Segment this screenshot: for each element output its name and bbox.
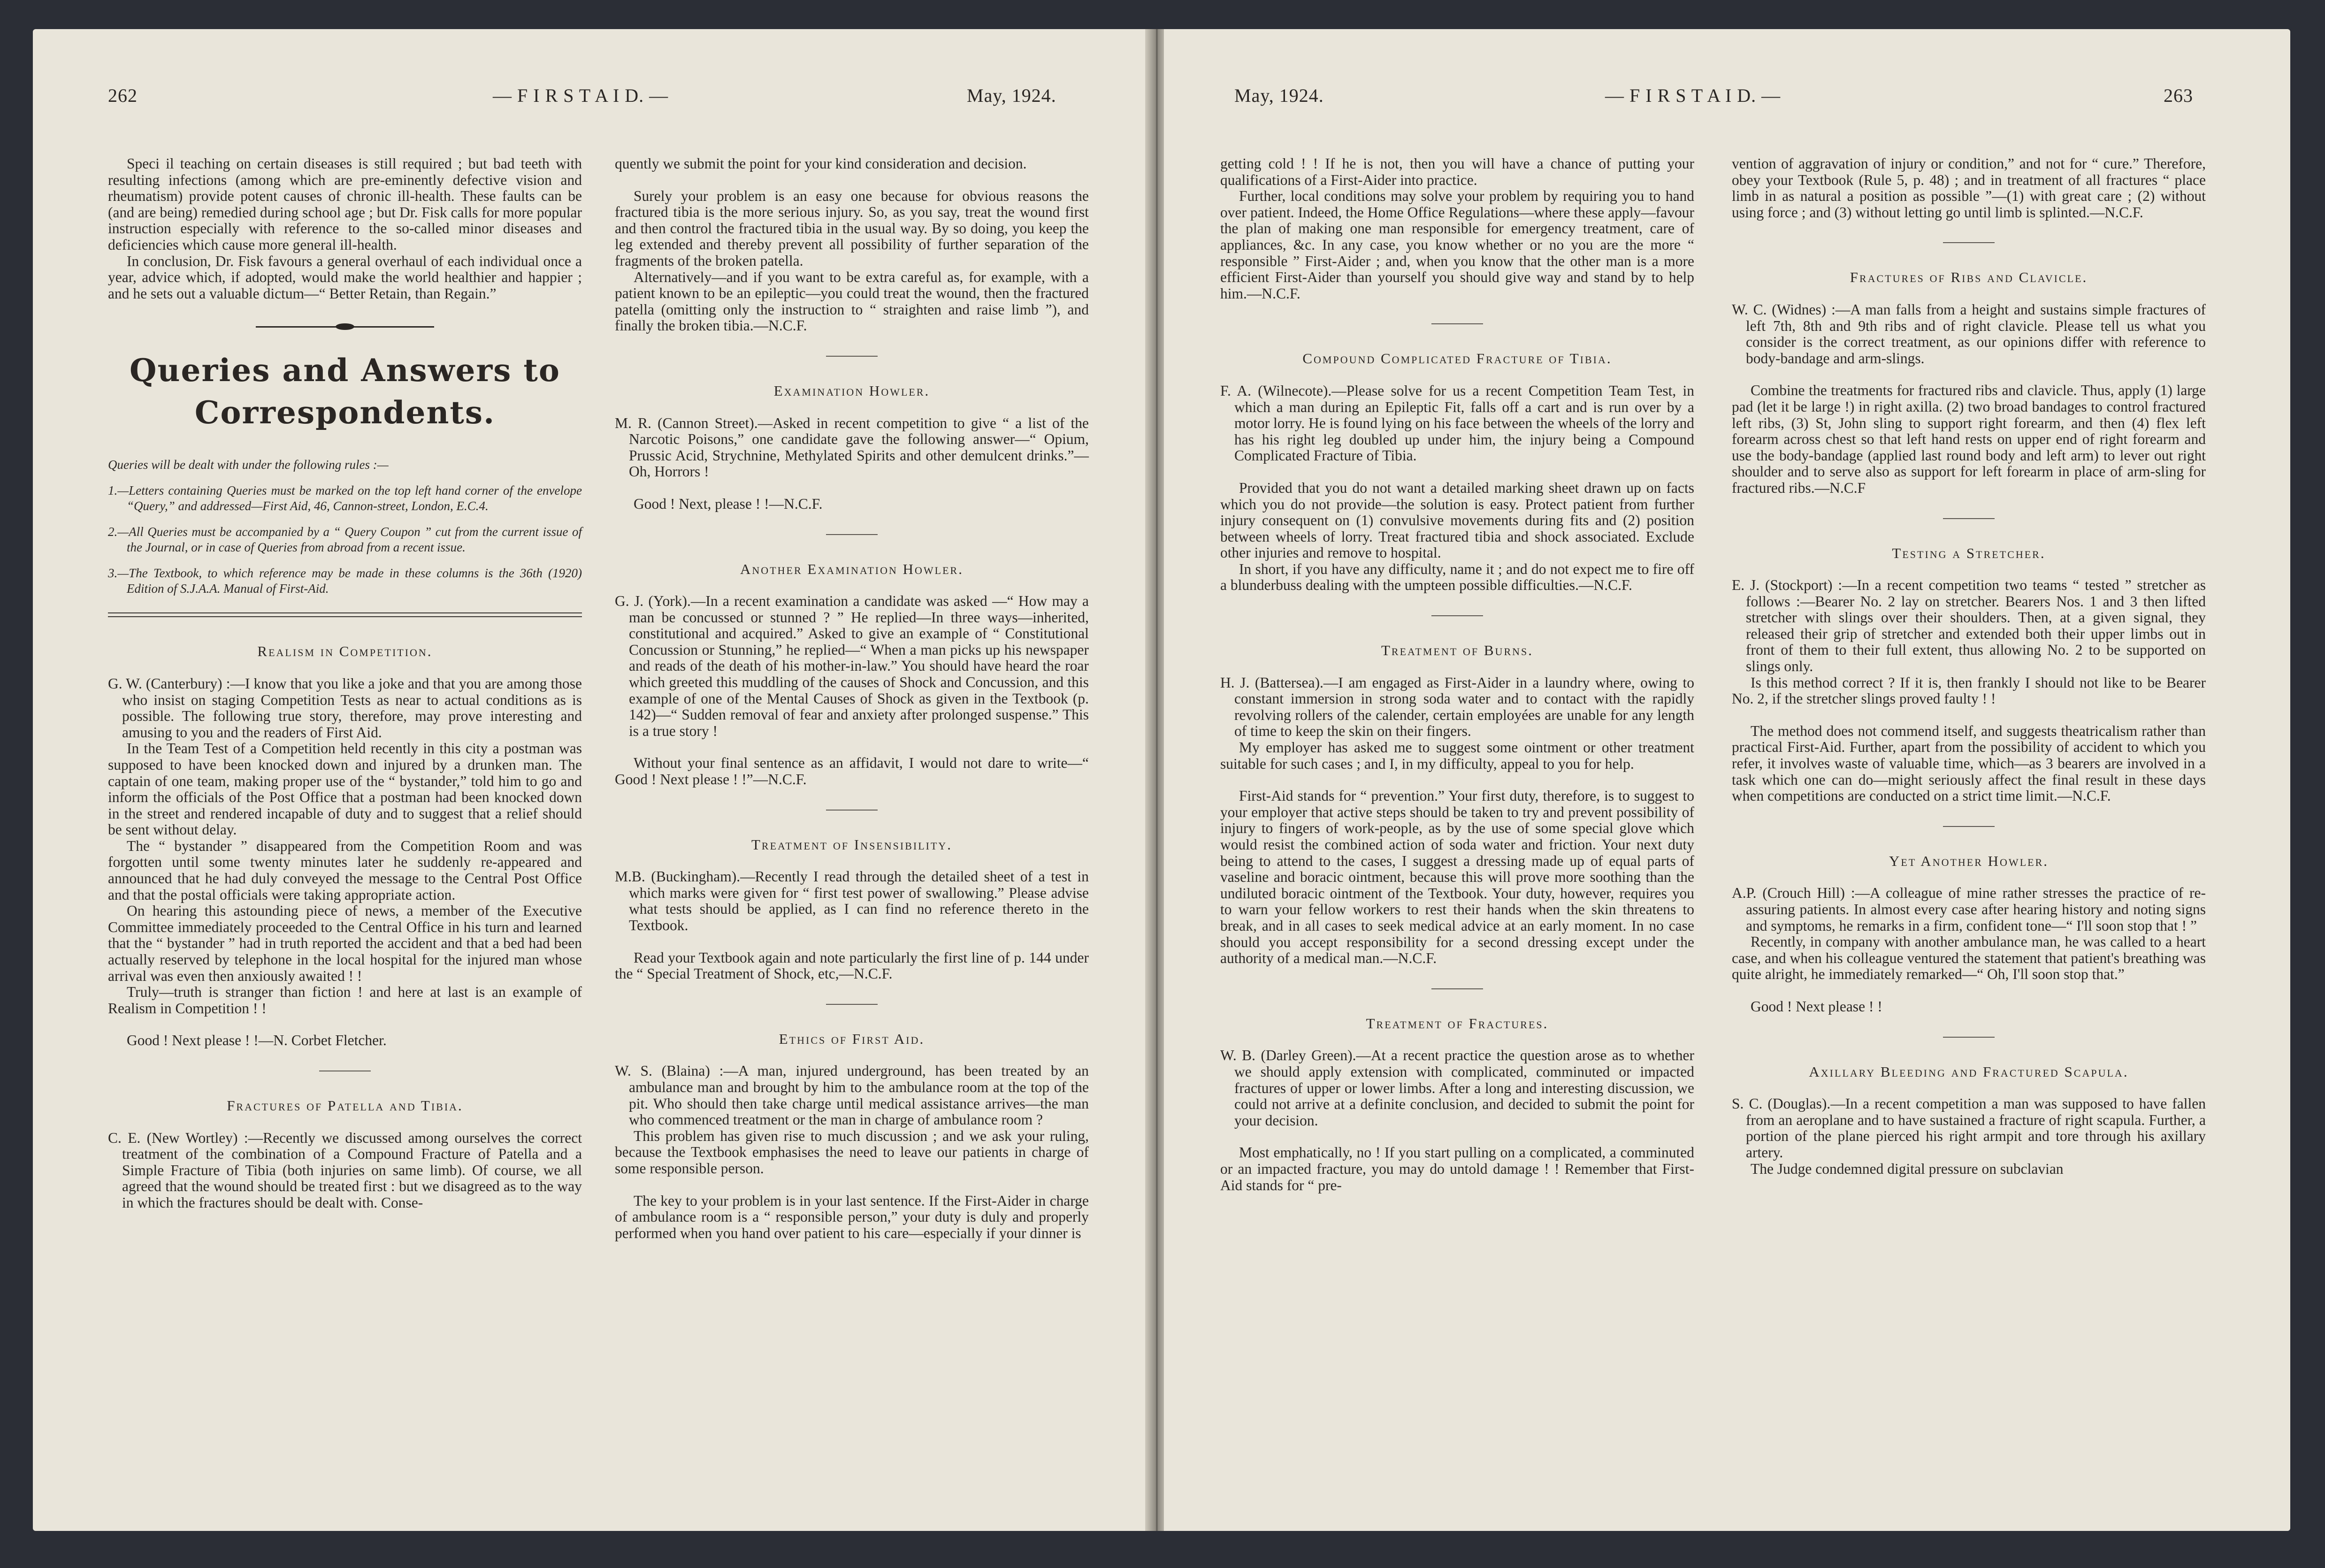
paragraph: E. J. (Stockport) :—In a recent competition two teams “ tested ” stretcher as follows :—Bearer No. 2 lay on stretcher. Bearers Nos. 1 and 3 then lifted stretcher with slings over their shoulders. Then, at a given signal, they released their grip of stretcher and extended both their upper limbs out in front of them to their full extent, thus allowing No. 2 to be supported on slings only.	[1732, 577, 2206, 675]
short-rule	[1943, 1037, 1995, 1038]
paragraph: vention of aggravation of injury or condition,” and not for “ cure.” Therefore, obey your Textbook (Rule 5, p. 48) ; and in treatment of all fractures “ place limb in as natural a position as possible ”—(1) with great care ; (2) without using force ; and (3) without letting go until limb is splinted.—N.C.F.	[1732, 155, 2206, 221]
right-column-1	[1220, 156, 1694, 1193]
paragraph: W. S. (Blaina) :—A man, injured underground, has been treated by an ambulance man and brought by him to the ambulance room at the top of the pit. Who should then take charge until medical assistance arrives—the man who commenced treatment or the man in charge of ambulance room ?	[615, 1063, 1089, 1128]
paragraph: On hearing this astounding piece of news, a member of the Executive Committee immediately proceeded to the Central Office in his turn and learned that the “ bystander ” had in truth reported the accident and that a bed had been actually reserved by telephone in the local hospital for the injured man whose arrival was even then anxiously awaited ! !	[108, 903, 582, 984]
paragraph: Provided that you do not want a detailed marking sheet drawn up on facts which you do not provide—the solution is easy. Protect patient from further injury consequent on (1) convulsive movements during fits and (2) position between wheels of lorry. Treat fractured tibia and shock associated. Exclude other injuries and remove to hospital.	[1220, 479, 1694, 561]
paragraph: The “ bystander ” disappeared from the Competition Room and was forgotten until some twenty minutes later he suddenly re-appeared and announced that he had duly conveyed the message to the Central Post Office and that the postal officials were taking appropriate action.	[108, 837, 582, 903]
left-column-1	[108, 156, 582, 1211]
right-column-2	[1732, 156, 2206, 1177]
article-heading: Treatment of Burns.	[1381, 642, 1533, 659]
article-heading: Examination Howler.	[773, 382, 930, 399]
paragraph: S. C. (Douglas).—In a recent competition a man was supposed to have fallen from an aeroplane and to have sustained a fracture of right scapula. Further, a portion of the plane pierced his right armpit and tore through his axillary artery.	[1732, 1095, 2206, 1161]
paragraph: Good ! Next please ! !	[1751, 998, 1882, 1015]
paragraph: The key to your problem is in your last sentence. If the First-Aider in charge of ambulance room is a “ responsible person,” your duty is duly and properly performed when you hand over patient to his care—especially if your dinner is	[615, 1192, 1089, 1241]
issue-date-left: May, 1924.	[967, 85, 1056, 106]
paragraph: G. J. (York).—In a recent examination a candidate was asked —“ How may a man be concussed or stunned ? ” He replied—In three ways—inherited, constitutional and acquired.” Asked to give an example of “ Constitutional Concussion or Stunning,” he replied—“ When a man picks up his newspaper and reads of the death of his mother-in-law.” You should have heard the roar which greeted this muddling of the causes of Shock and Concussion, and this example of one of the Mental Causes of Shock as given in the Textbook (p. 142)—“ Sudden removal of fear and anxiety after prolonged suspense.” This is a true story !	[615, 593, 1089, 739]
rules-block	[108, 457, 582, 597]
page-number-right: 263	[2164, 85, 2193, 106]
paragraph: This problem has given rise to much discussion ; and we ask your ruling, because the Textbook emphasises the need to leave our patients in charge of some responsible person.	[615, 1127, 1089, 1177]
section-title	[108, 349, 582, 434]
paragraph: getting cold ! ! If he is not, then you will have a chance of putting your qualifications of a First-Aider into practice.	[1220, 155, 1694, 188]
paragraph: M. R. (Cannon Street).—Asked in recent competition to give “ a list of the Narcotic Poisons,” one candidate gave the following answer—“ Opium, Prussic Acid, Strychnine, Methylated Spirits and other demulcent drinks.”—Oh, Horrors !	[615, 414, 1089, 480]
section-title-line: Correspondents.	[194, 394, 496, 431]
paragraph: Alternatively—and if you want to be extra careful as, for example, with a patient known to be an epileptic—you could treat the wound, then the fractured patella (omitting only the instruction to “ straighten and raise limb ”), and finally the broken tibia.—N.C.F.	[615, 268, 1089, 334]
paragraph: In the Team Test of a Competition held recently in this city a postman was supposed to have been knocked down and injured by a drunken man. The captain of one team, making proper use of the “ bystander,” told him to go and inform the officials of the Post Office that a postman had been knocked down in the street and rendered incapable of duty and to suggest that a relief should be sent without delay.	[108, 740, 582, 838]
paragraph: A.P. (Crouch Hill) :—A colleague of mine rather stresses the practice of re-assuring patients. In almost every case after hearing history and noting signs and symptoms, he remarks in a firm, confident tone—“ I'll soon stop that ! ”	[1732, 885, 2206, 934]
page-number-left: 262	[108, 85, 138, 106]
paragraph: Most emphatically, no ! If you start pulling on a complicated, a comminuted or an impacted fracture, you may do untold damage ! ! Remember that First-Aid stands for “ pre-	[1220, 1144, 1694, 1193]
article-heading: Testing a Stretcher.	[1892, 544, 2046, 561]
short-rule	[1431, 615, 1483, 616]
rule-item: 2.—All Queries must be accompanied by a “ Query Coupon ” cut from the current issue of the Journal, or in case of Queries from abroad from a recent issue.	[108, 525, 582, 555]
article-heading: Axillary Bleeding and Fractured Scapula.	[1809, 1063, 2129, 1080]
article-heading: Ethics of First Aid.	[779, 1030, 925, 1047]
paragraph: Good ! Next, please ! !—N.C.F.	[634, 495, 823, 512]
article-heading: Fractures of Ribs and Clavicle.	[1850, 269, 2088, 286]
paragraph: G. W. (Canterbury) :—I know that you like a joke and that you are among those who insist on staging Competition Tests as near to actual conditions as is possible. The following true story, therefore, may prove interesting and amusing to you and the readers of First Aid.	[108, 675, 582, 741]
paragraph: Combine the treatments for fractured ribs and clavicle. Thus, apply (1) large pad (let it be large !) in right axilla. (2) two broad bandages to control fractured left ribs, (3) St, John sling to support right forearm, and then (4) flex left forearm across chest so that left hand rests on upper end of right forearm and use the body-bandage (applied last round body and left arm) to lever out right shoulder and to serve also as support for left forearm in place of arm-sling for fractured ribs.—N.C.F	[1732, 382, 2206, 496]
article-heading: Another Examination Howler.	[740, 560, 964, 577]
paragraph: The Judge condemned digital pressure on subclavian	[1751, 1160, 2064, 1177]
article-heading: Fractures of Patella and Tibia.	[227, 1097, 463, 1114]
article-heading: Yet Another Howler.	[1889, 852, 2049, 869]
short-rule	[826, 534, 878, 535]
paragraph: Without your final sentence as an affidavit, I would not dare to write—“ Good ! Next please ! !”—N.C.F.	[615, 755, 1089, 788]
paragraph: Is this method correct ? If it is, then frankly I should not like to be Bearer No. 2, if the stretcher slings proved faulty ! !	[1732, 674, 2206, 707]
paragraph: The method does not commend itself, and suggests theatricalism rather than practical First-Aid. Further, apart from the possibility of accident to which you refer, it involves waste of valuable time, which—as 3 bearers are involved in a task which one can do—might seriously affect the final result in these days when competitions are conducted on a strict time limit.—N.C.F.	[1732, 722, 2206, 804]
short-rule	[1431, 988, 1483, 989]
left-page	[33, 29, 1150, 1531]
rule-item: 1.—Letters containing Queries must be marked on the top left hand corner of the envelope “Query,” and addressed—First Aid, 46, Cannon-street, London, E.C.4.	[108, 483, 582, 513]
rule-item: 3.—The Textbook, to which reference may be made in these columns is the 36th (1920) Edition of S.J.A.A. Manual of First-Aid.	[108, 566, 582, 596]
paragraph: F. A. (Wilnecote).—Please solve for us a recent Competition Team Test, in which a man during an Epileptic Fit, falls off a cart and is run over by a motor lorry. He is found lying on his face between the wheels of the lorry and has his right leg doubled up under him, the injury being a Compound Complicated Fracture of Tibia.	[1220, 382, 1694, 464]
paragraph: C. E. (New Wortley) :—Recently we discussed among ourselves the correct treatment of the combination of a Compound Fracture of Patella and a Simple Fracture of Tibia (both injuries on same limb). Of course, we all agreed that the wound should be treated first : but we disagreed as to the way in which the fractures should be dealt with. Conse-	[108, 1129, 582, 1211]
paragraph: In short, if you have any difficulty, name it ; and do not expect me to fire off a blunderbuss dealing with the umpteen possible difficulties.—N.C.F.	[1220, 560, 1694, 594]
short-rule	[826, 356, 878, 357]
short-rule	[1943, 242, 1995, 243]
paragraph: In conclusion, Dr. Fisk favours a general overhaul of each individual once a year, advice which, if adopted, would make the world healthier and happier ; and he sets out a valuable dictum—“ Better Retain, than Regain.”	[108, 252, 582, 302]
article-heading: Compound Complicated Fracture of Tibia.	[1302, 350, 1612, 367]
paragraph: W. B. (Darley Green).—At a recent practice the question arose as to whether we should apply extension with complicated, comminuted or impacted fractures of upper or lower limbs. After a long and interesting discussion, we could not arrive at a definite conclusion, and decided to submit the point for your decision.	[1220, 1047, 1694, 1129]
paragraph: First-Aid stands for “ prevention.” Your first duty, therefore, is to suggest to your employer that active steps should be taken to try and prevent possibility of injury to fingers of work-people, as by the use of some special glove which would resist the combined action of soda water and friction. Your next duty being to attend to the cases, I suggest a dressing made up of equal parts of vaseline and boracic ointment, because this will prove more soothing than the undiluted boracic ointment of the Textbook. Your duty, however, requires you to warn your fellow workers to rest their hands when the skin threatens to break, and in all cases to seek medical advice at an early moment. In no case should you accept responsibility for a second dressing except under the authority of a medical man.—N.C.F.	[1220, 788, 1694, 967]
short-rule	[826, 810, 878, 811]
short-rule	[1943, 826, 1995, 827]
running-title-right: — F I R S T A I D. —	[1605, 85, 1781, 106]
paragraph: Speci il teaching on certain diseases is still required ; but bad teeth with resulting infections (among which are pre-eminently defective vision and rheumatism) provide potent causes of chronic ill-health. These faults can be (and are being) remedied during school age ; but Dr. Fisk calls for more popular instruction especially with reference to the so-called minor diseases and deficiencies which cause more general ill-health.	[108, 155, 582, 253]
short-rule	[1943, 518, 1995, 519]
article-heading: Treatment of Fractures.	[1366, 1015, 1549, 1032]
paragraph: Read your Textbook again and note particularly the first line of p. 144 under the “ Special Treatment of Shock, etc,—N.C.F.	[615, 949, 1089, 982]
double-rule-divider	[108, 612, 582, 617]
paragraph: Surely your problem is an easy one because for obvious reasons the fractured tibia is the more serious injury. So, as you say, treat the wound first and then control the fractured tibia in the usual way. By so doing, you keep the leg extended and thereby prevent all possibility of further separation of the fragments of the broken patella.	[615, 187, 1089, 269]
issue-date-right: May, 1924.	[1234, 85, 1324, 106]
paragraph: Recently, in company with another ambulance man, he was called to a heart case, and when his colleague ventured the statement that patient's breathing was quite alright, he immediately remarked—“ Oh, I'll soon stop that.”	[1732, 933, 2206, 983]
paragraph: W. C. (Widnes) :—A man falls from a height and sustains simple fractures of left 7th, 8th and 9th ribs and of right clavicle. Please tell us what you consider is the correct treatment, as our opinions differ with reference to body-bandage and arm-slings.	[1732, 301, 2206, 367]
left-column-2	[615, 156, 1089, 1241]
paragraph: Further, local conditions may solve your problem by requiring you to hand over patient. Indeed, the Home Office Regulations—where these apply—favour the plan of making one man responsible for emergency treatment, care of appliances, &c. In any case, you know whether or no you are the more “ responsible ” First-Aider ; and, when you know that the other man is a more efficient First-Aider than yourself you should give way and stand by to help him.—N.C.F.	[1220, 188, 1694, 302]
article-heading: Treatment of Insensibility.	[751, 836, 953, 853]
paragraph: Good ! Next please ! !—N. Corbet Fletcher.	[127, 1032, 387, 1049]
section-title-line: Queries and Answers to	[130, 352, 560, 389]
paragraph: My employer has asked me to suggest some ointment or other treatment suitable for such cases ; and I, in my difficulty, appeal to you for help.	[1220, 739, 1694, 772]
ornament-divider	[256, 326, 434, 328]
right-page	[1164, 29, 2290, 1531]
paragraph: M.B. (Buckingham).—Recently I read through the detailed sheet of a test in which marks were given for “ first test power of swallowing.” Please advise what tests should be applied, as I can find no reference thereto in the Textbook.	[615, 868, 1089, 933]
article-heading: Realism in Competition.	[257, 643, 433, 660]
rules-intro: Queries will be dealt with under the following rules :—	[108, 458, 389, 472]
short-rule	[1431, 323, 1483, 324]
paragraph: quently we submit the point for your kind consideration and decision.	[615, 155, 1027, 172]
paragraph: H. J. (Battersea).—I am engaged as First-Aider in a laundry where, owing to constant immersion in strong soda water and to contact with the rapidly revolving rollers of the calender, certain employées are unable for any length of time to keep the skin on their fingers.	[1220, 674, 1694, 740]
short-rule	[826, 1004, 878, 1005]
paragraph: Truly—truth is stranger than fiction ! and here at last is an example of Realism in Competition ! !	[108, 984, 582, 1017]
running-title-left: — F I R S T A I D. —	[493, 85, 669, 106]
